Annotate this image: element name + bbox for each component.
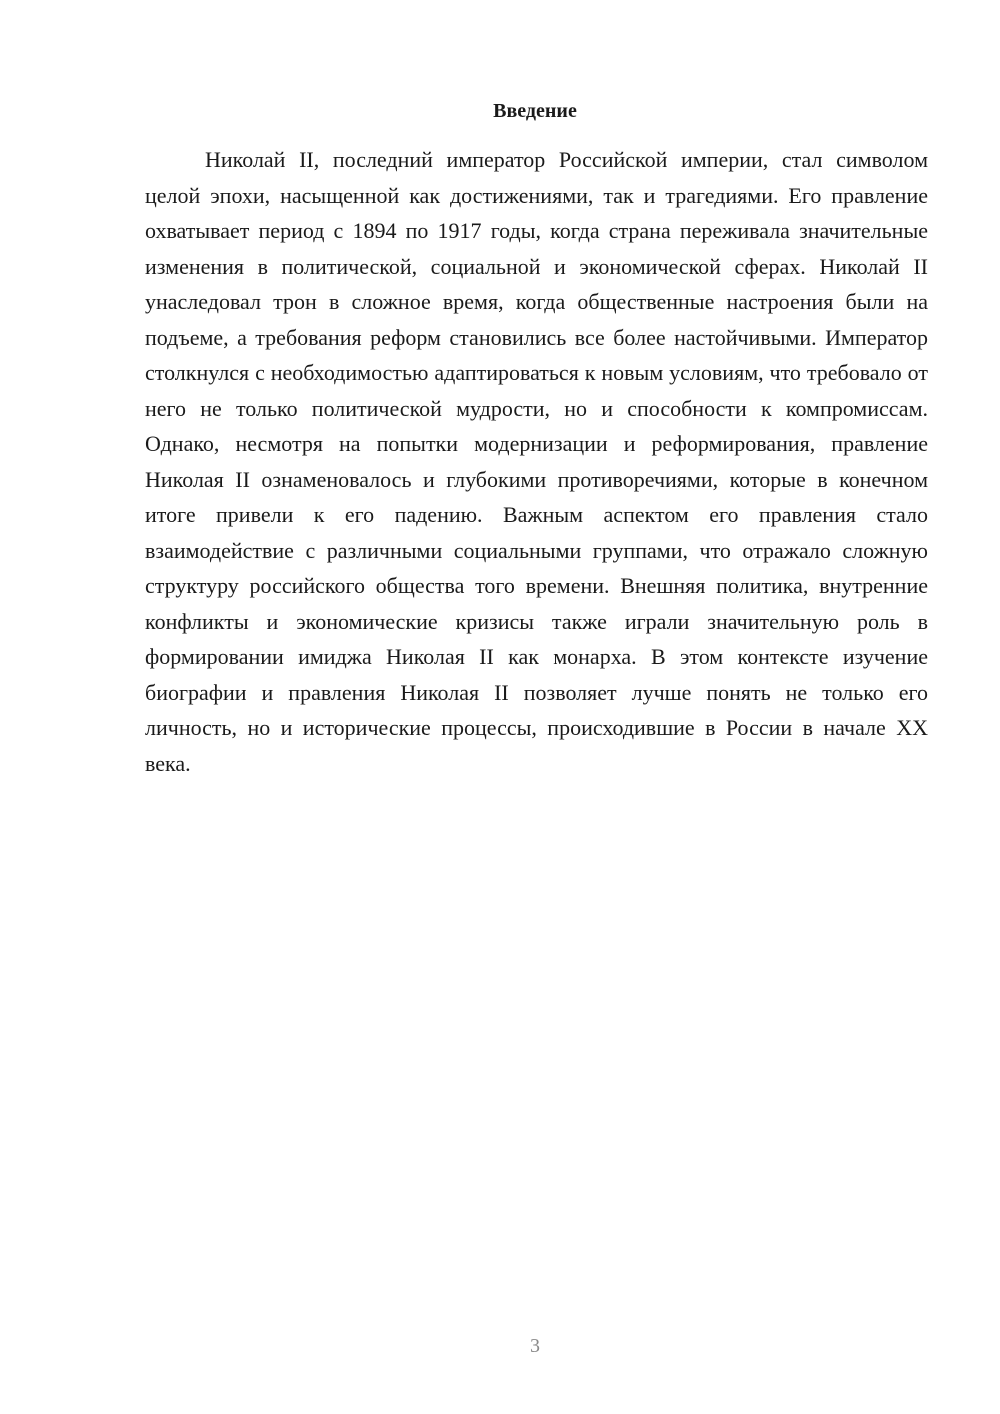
body-paragraph: Николай II, последний император Российской империи, стал символом целой эпохи, насыщенной как достижениями, так и трагедиями. Его правление охватывает период с 1894 по 1917 годы, когда страна переживала значительные изменения в политической, социальной и экономической сферах. Николай II унаследовал трон в сложное время, когда общественные настроения были на подъеме, а требования реформ становились все более настойчивыми. Император столкнулся с необходимостью адаптироваться к новым условиям, что требовало от него не только политической мудрости, но и способности к компромиссам. Однако, несмотря на попытки модернизации и реформирования, правление Николая II ознаменовалось и глубокими противоречиями, которые в конечном итоге привели к его падению. Важным аспектом его правления стало взаимодействие с различными социальными группами, что отражало сложную структуру российского общества того времени. Внешняя политика, внутренние конфликты и экономические кризисы также играли значительную роль в формировании имиджа Николая II как монарха. В этом контексте изучение биографии и правления Николая II позволяет лучше понять не только его личность, но и исторические процессы, происходившие в России в начале XX века. [145, 147, 928, 776]
section-heading: Введение [493, 100, 577, 122]
page-number: 3 [530, 1335, 540, 1357]
